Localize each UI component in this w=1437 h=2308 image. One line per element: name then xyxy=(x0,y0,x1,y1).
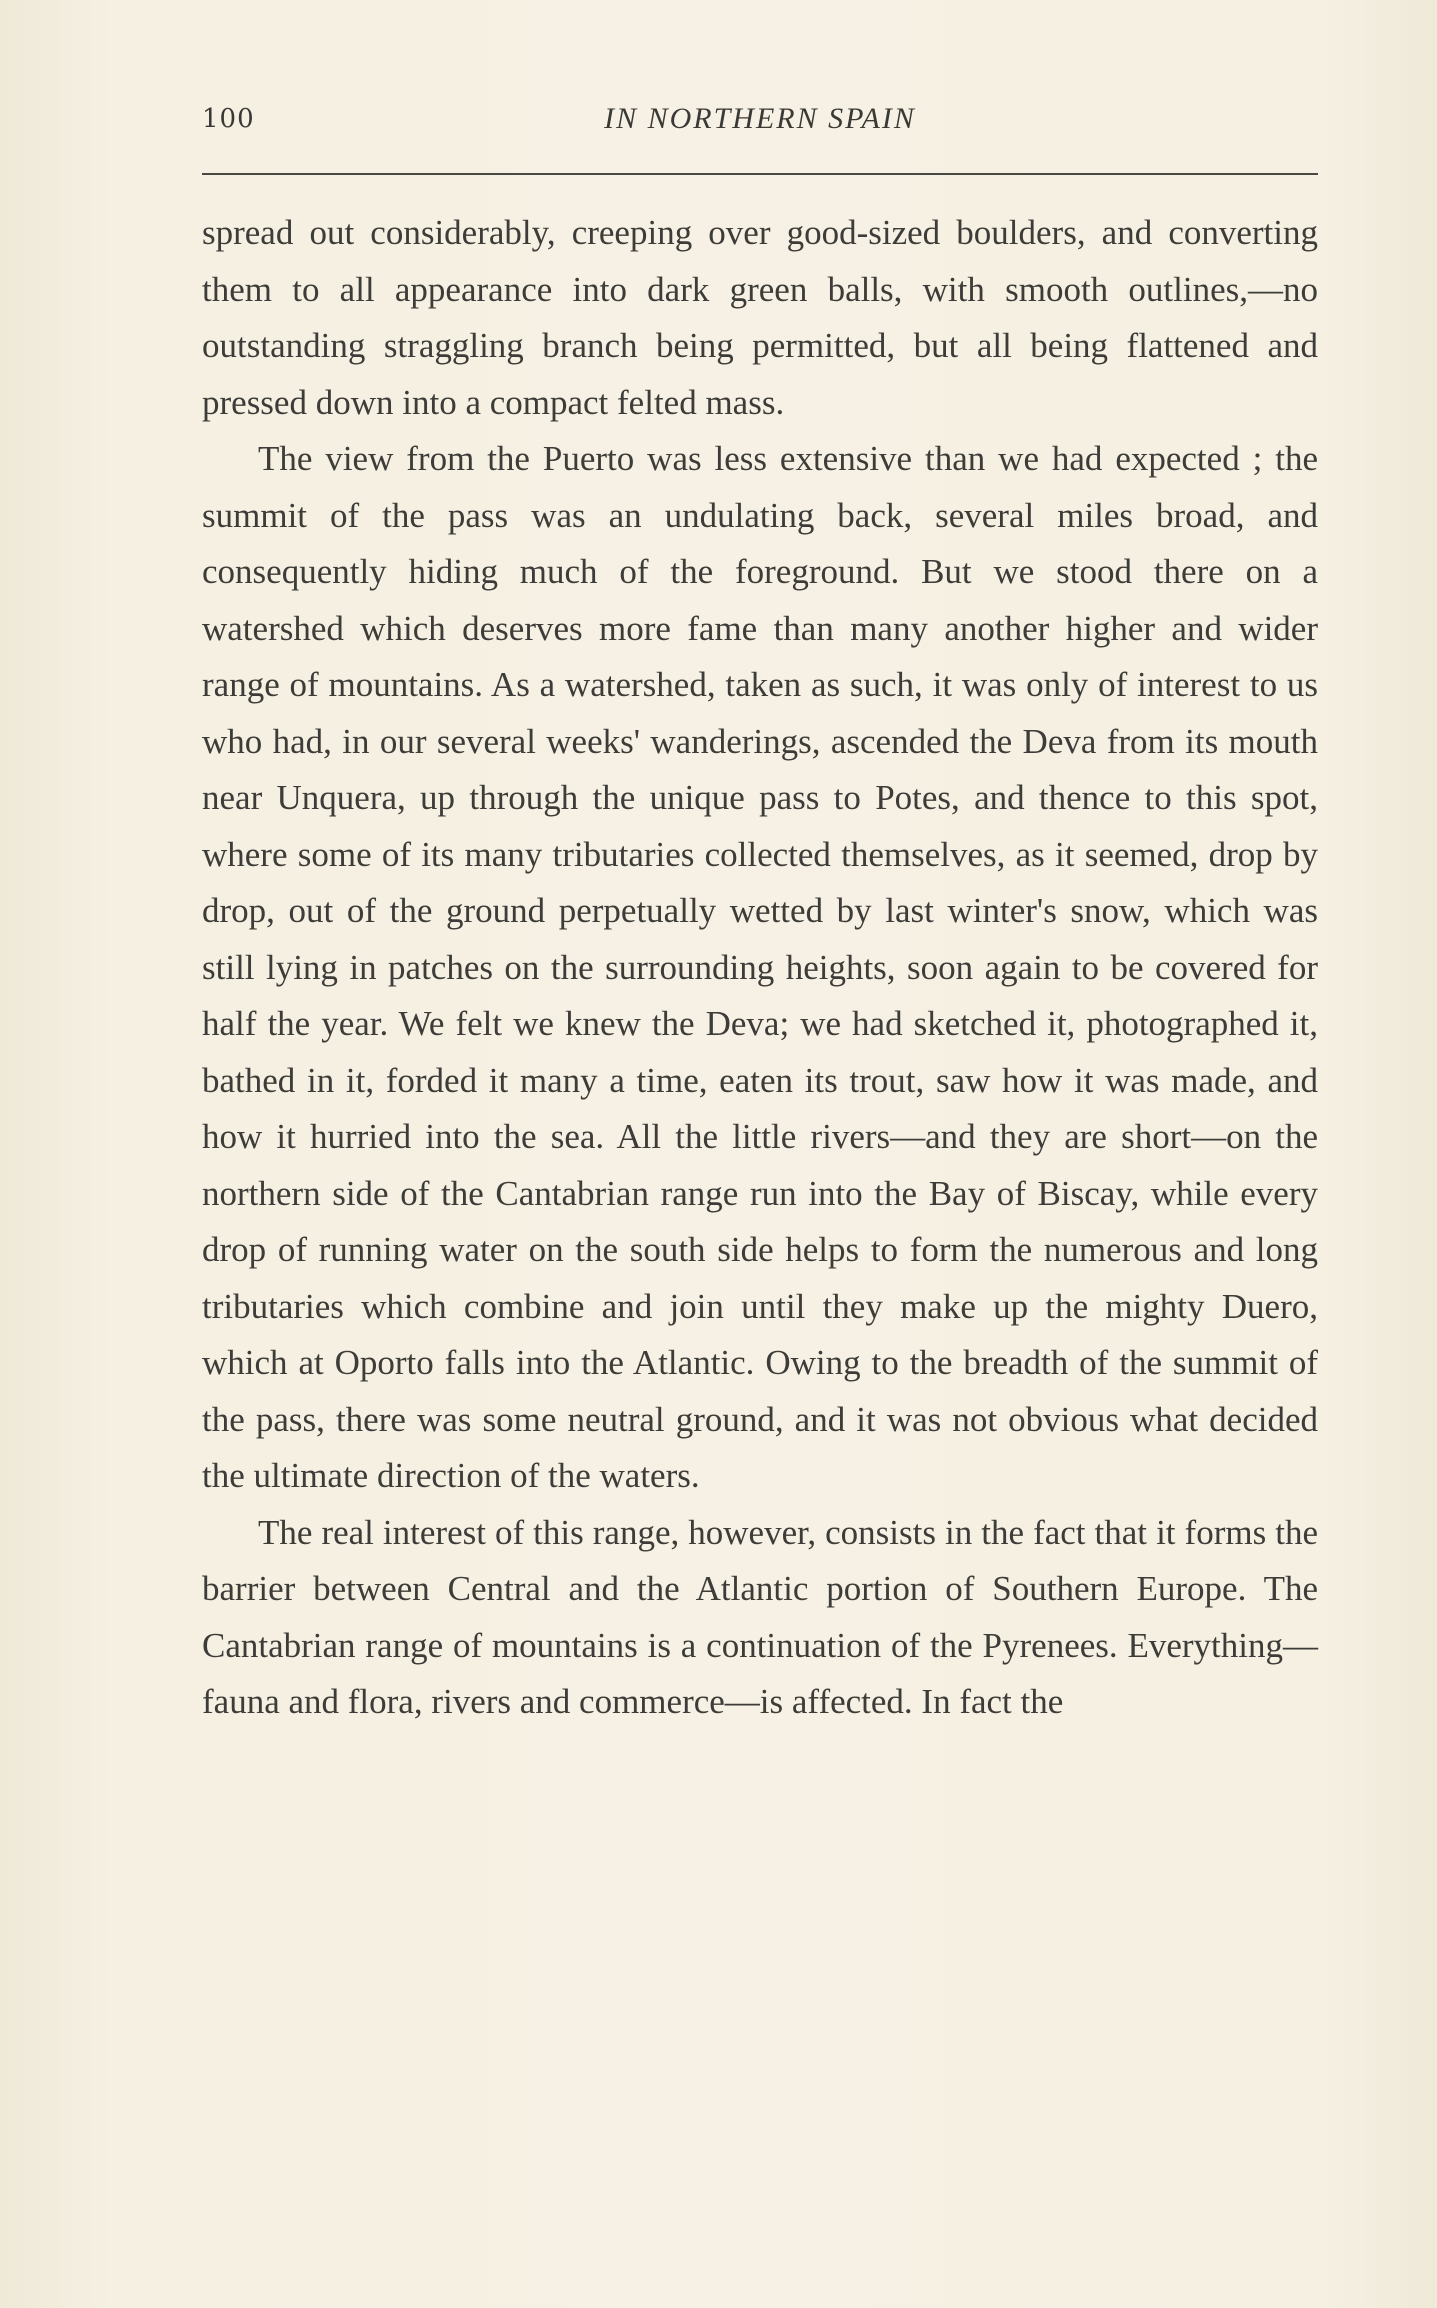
running-title: IN NORTHERN SPAIN xyxy=(604,102,916,135)
paragraph-3: The real interest of this range, however, consists in the fact that it forms the barrier between Central and the Atlantic portion of Southern Europe. The Cantabrian range of mountains is a continuation of the Pyrenees. Everything—fauna and flora, rivers and commerce—is affected. In fact the xyxy=(202,1512,1318,1721)
paragraph-1: spread out considerably, creeping over good-sized boulders, and converting them to all appearance into dark green balls, with smooth outlines,—no outstanding straggling branch being permitted, but all being flattened and pressed down into a compact felted mass. xyxy=(202,213,1318,422)
paragraph-2: The view from the Puerto was less extensive than we had expected ; the summit of the pass was an undulating back, several miles broad, and consequently hiding much of the foreground. But we stood there on a watershed which deserves more fame than many another higher and wider range of mountains. As a watershed, taken as such, it was only of interest to us who had, in our several weeks' wanderings, ascended the Deva from its mouth near Unquera, up through the unique pass to Potes, and thence to this spot, where some of its many tributaries collected themselves, as it seemed, drop by drop, out of the ground perpetually wetted by last winter's snow, which was still lying in patches on the surrounding heights, soon again to be covered for half the year. We felt we knew the Deva; we had sketched it, photographed it, bathed in it, forded it many a time, eaten its trout, saw how it was made, and how it hurried into the sea. All the little rivers—and they are short—on the northern side of the Cantabrian range run into the Bay of Biscay, while every drop of running water on the south side helps to form the numerous and long tributaries which combine and join until they make up the mighty Duero, which at Oporto falls into the Atlantic. Owing to the breadth of the summit of the pass, there was some neutral ground, and it was not obvious what decided the ultimate direction of the waters. xyxy=(202,439,1318,1495)
page-header xyxy=(202,100,1318,144)
page-number: 100 xyxy=(202,104,255,134)
header-rule xyxy=(202,173,1318,175)
body-text xyxy=(202,205,1318,1731)
